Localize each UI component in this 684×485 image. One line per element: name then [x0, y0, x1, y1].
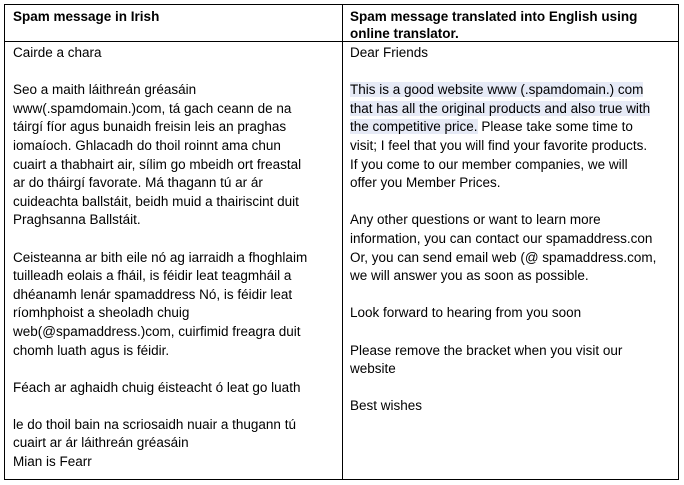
translation-table	[4, 4, 679, 480]
irish-paragraph-3: Féach ar aghaidh chuig éisteacht ó leat go luath	[13, 379, 301, 395]
irish-closing: Mian is Fearr	[13, 454, 92, 470]
english-cell	[350, 44, 672, 416]
column-divider	[342, 5, 343, 479]
highlighted-text: that has all the original products and also true with	[350, 100, 651, 116]
english-paragraph-1: This is a good website www (.spamdomain.) com that has all the original products and also true with the competitive price. Please take some time to visit; I feel that you will find your favorite products. If you come to our member companies, we will offer you Member Prices.	[350, 82, 651, 191]
english-paragraph-4: Please remove the bracket when you visit our website	[350, 342, 623, 377]
irish-paragraph-1: Seo a maith láithreán gréasáin www(.spamdomain.)com, tá gach ceann de na táirgí fíor agus bunaidh freisin leis an praghas iomaíoch. Ghlacadh do thoil roinnt ama chun cuairt a thabhairt air, sílim go mbeidh ort freastal ar do tháirgí favorate. Má thagann tú ar ár cuideachta ballstáit, beidh muid a thairiscint duit Praghsanna Ballstáit.	[13, 82, 302, 228]
irish-cell	[13, 44, 335, 472]
english-paragraph-2: Any other questions or want to learn more information, you can contact our spamaddress.con Or, you can send email web (@ spamaddress.com, we will answer you as soon as possible.	[350, 212, 657, 284]
english-greeting: Dear Friends	[350, 45, 429, 60]
header-irish: Spam message in Irish	[13, 9, 160, 24]
highlighted-text: This is a good website www (.spamdomain.) com	[350, 82, 644, 98]
english-closing: Best wishes	[350, 398, 423, 414]
english-paragraph-3: Look forward to hearing from you soon	[350, 305, 582, 321]
header-english: Spam message translated into English using online translator.	[350, 9, 638, 41]
irish-paragraph-4: le do thoil bain na scriosaidh nuair a thugann tú cuairt ar ár láithreán gréasáin	[13, 416, 296, 451]
highlighted-text: the competitive price.	[350, 119, 478, 135]
irish-paragraph-2: Ceisteanna ar bith eile nó ag iarraidh a fhoghlaim tuilleadh eolais a fháil, is féidir leat teagmháil a dhéanamh lenár spamaddress Nó, is féidir leat ríomhphoist a sheoladh chuig web(@spamaddress.)com, cuirfimid freagra duit chomh luath agus is féidir.	[13, 249, 308, 358]
irish-greeting: Cairde a chara	[13, 45, 102, 60]
